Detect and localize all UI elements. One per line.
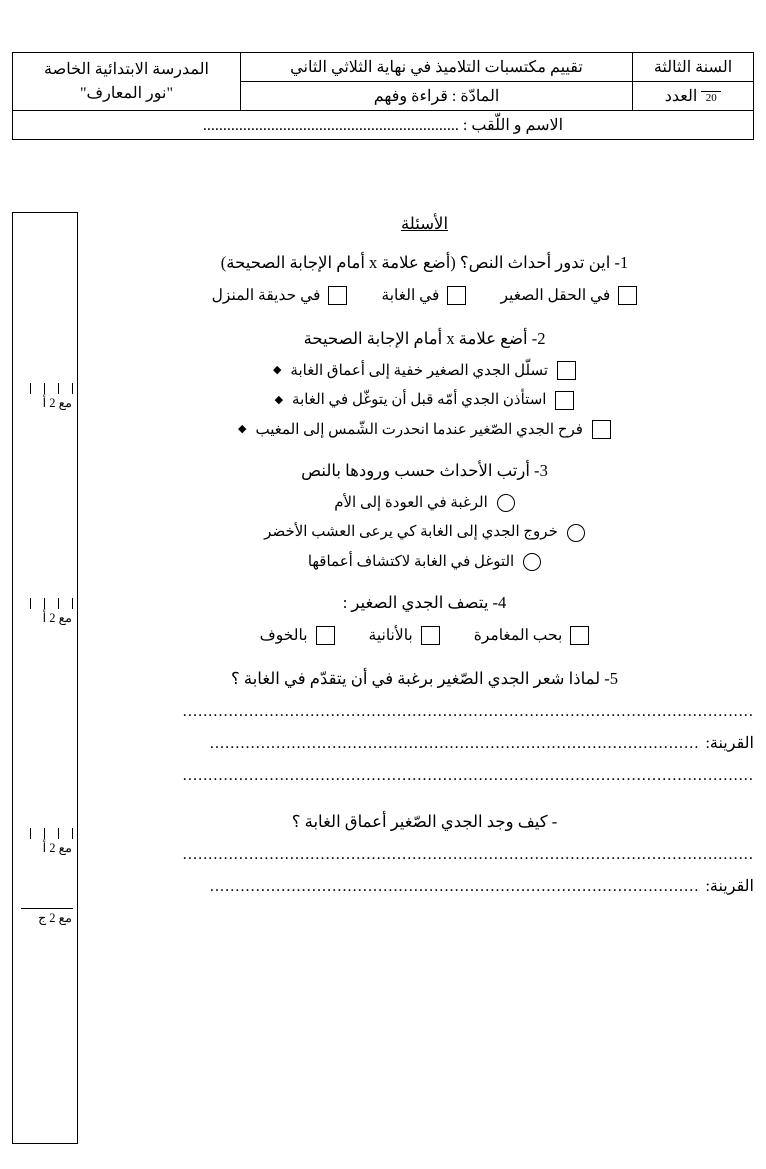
item-q3-2-label: خروج الجدي إلى الغابة كي يرعى العشب الأخضر bbox=[264, 524, 558, 541]
checkbox-icon[interactable] bbox=[421, 626, 440, 645]
diamond-bullet-icon: ◆ bbox=[274, 393, 284, 406]
question-5-answer-line[interactable]: ................................................................................................................ bbox=[182, 703, 754, 720]
questions-body bbox=[95, 212, 754, 907]
question-6-text: - كيف وجد الجدي الصّغير أعماق الغابة ؟ bbox=[291, 812, 558, 831]
question-3-items bbox=[95, 492, 754, 574]
checkbox-icon[interactable] bbox=[447, 286, 466, 305]
radio-icon[interactable] bbox=[497, 494, 515, 512]
question-6-clue-line[interactable]: ................................................................................................ bbox=[209, 877, 700, 895]
item-q3-1-label: الرغبة في العودة إلى الأم bbox=[334, 494, 488, 511]
checkbox-icon[interactable] bbox=[316, 626, 335, 645]
criteria-marker-2 bbox=[13, 598, 77, 626]
option-q1-1-label: في الحقل الصغير bbox=[500, 286, 611, 304]
header-block bbox=[12, 52, 754, 140]
mark-label: العدد bbox=[664, 88, 698, 105]
criteria-marker-3 bbox=[13, 828, 77, 856]
checkbox-icon[interactable] bbox=[557, 361, 576, 380]
option-q1-2[interactable] bbox=[381, 284, 466, 307]
item-q2-3[interactable] bbox=[95, 419, 754, 442]
item-q3-2[interactable] bbox=[95, 521, 754, 544]
clue-label: القرينة: bbox=[705, 877, 754, 895]
item-q3-1[interactable] bbox=[95, 492, 754, 515]
criteria-margin-column bbox=[12, 212, 78, 1144]
checkbox-icon[interactable] bbox=[618, 286, 637, 305]
mark-fraction bbox=[701, 90, 721, 104]
option-q1-3-label: في حديقة المنزل bbox=[211, 286, 321, 304]
question-6-clue-row[interactable] bbox=[95, 875, 754, 899]
question-6-answer-line[interactable]: ................................................................................................................ bbox=[182, 845, 754, 863]
option-q4-1-label: بحب المغامرة bbox=[473, 627, 563, 644]
option-q4-2[interactable] bbox=[369, 624, 440, 647]
year-label: السنة الثالثة bbox=[653, 59, 733, 76]
checkbox-icon[interactable] bbox=[592, 420, 611, 439]
student-name-dots: ................................................................ bbox=[202, 117, 459, 134]
option-q4-2-label: بالأنانية bbox=[368, 627, 413, 644]
evaluation-title: تقييم مكتسبات التلاميذ في نهاية الثلاثي الثاني bbox=[290, 59, 583, 76]
option-q1-1[interactable] bbox=[500, 284, 637, 307]
question-5-text: 5- لماذا شعر الجدي الصّغير برغبة في أن يتقدّم في الغابة ؟ bbox=[230, 669, 619, 689]
question-2-text: 2- أضع علامة x أمام الإجابة الصحيحة bbox=[303, 328, 546, 348]
criteria-label-1: مع 2 أ bbox=[42, 396, 72, 410]
option-q1-2-label: في الغابة bbox=[381, 286, 440, 304]
criteria-ticks-2 bbox=[13, 598, 77, 609]
student-name-label: الاسم و اللّقب : bbox=[462, 117, 564, 134]
question-5-extra-line[interactable]: ................................................................................................................ bbox=[182, 767, 754, 784]
question-2-items bbox=[95, 360, 754, 442]
criteria-label-3: مع 2 أ bbox=[42, 841, 72, 855]
mark-cell bbox=[633, 82, 754, 111]
item-q2-2[interactable] bbox=[95, 389, 754, 412]
checkbox-icon[interactable] bbox=[328, 286, 347, 305]
option-q4-1[interactable] bbox=[474, 624, 590, 647]
evaluation-title-cell bbox=[241, 53, 633, 82]
diamond-bullet-icon: ◆ bbox=[272, 364, 282, 377]
item-q2-2-label: استأذن الجدي أمّه قبل أن يتوغّل في الغابة bbox=[292, 392, 547, 408]
subject-label: المادّة : قراءة وفهم bbox=[373, 88, 500, 105]
school-cell bbox=[13, 53, 241, 111]
question-4-text: 4- يتصف الجدي الصغير : bbox=[342, 593, 507, 613]
diamond-bullet-icon: ◆ bbox=[238, 423, 247, 436]
item-q3-3-label: التوغل في الغابة لاكتشاف أعماقها bbox=[307, 553, 515, 570]
item-q2-1[interactable] bbox=[95, 360, 754, 383]
subject-cell bbox=[241, 82, 633, 111]
header-row-1 bbox=[13, 53, 754, 82]
mark-denominator: 20 bbox=[705, 92, 717, 105]
criteria-label-4: مع 2 ج bbox=[38, 911, 72, 925]
year-cell bbox=[633, 53, 754, 82]
clue-label: القرينة: bbox=[705, 735, 754, 752]
criteria-marker-4 bbox=[13, 908, 77, 926]
question-1-options bbox=[95, 284, 754, 307]
question-3-text: 3- أرتب الأحداث حسب ورودها بالنص bbox=[301, 461, 548, 480]
checkbox-icon[interactable] bbox=[555, 391, 574, 410]
checkbox-icon[interactable] bbox=[570, 626, 589, 645]
option-q4-3-label: بالخوف bbox=[259, 627, 308, 644]
student-name-cell[interactable] bbox=[13, 111, 754, 140]
radio-icon[interactable] bbox=[567, 524, 585, 542]
question-1-text: 1- اين تدور أحداث النص؟ (أضع علامة x أمام الإجابة الصحيحة) bbox=[220, 252, 629, 272]
item-q3-3[interactable] bbox=[95, 551, 754, 574]
questions-heading: الأسئلة bbox=[400, 214, 449, 233]
radio-icon[interactable] bbox=[523, 553, 541, 571]
header-row-3 bbox=[13, 111, 754, 140]
option-q4-3[interactable] bbox=[260, 624, 335, 647]
criteria-marker-1 bbox=[13, 383, 77, 411]
criteria-ticks-1 bbox=[13, 383, 77, 394]
item-q2-3-label: فرح الجدي الصّغير عندما انحدرت الشّمس إلى المغيب bbox=[255, 421, 583, 438]
question-4-options bbox=[95, 624, 754, 647]
question-5-clue-row[interactable] bbox=[95, 732, 754, 756]
school-name-line2: "نور المعارف" bbox=[80, 84, 173, 102]
criteria-ticks-3 bbox=[13, 828, 77, 839]
criteria-label-2: مع 2 أ bbox=[42, 611, 72, 625]
option-q1-3[interactable] bbox=[212, 284, 348, 307]
item-q2-1-label: تسلّل الجدي الصغير خفية إلى أعماق الغابة bbox=[290, 362, 549, 379]
header-table bbox=[12, 52, 754, 140]
school-name-line1: المدرسة الابتدائية الخاصة bbox=[44, 61, 209, 79]
question-5-clue-line[interactable]: ................................................................................................ bbox=[209, 735, 700, 752]
